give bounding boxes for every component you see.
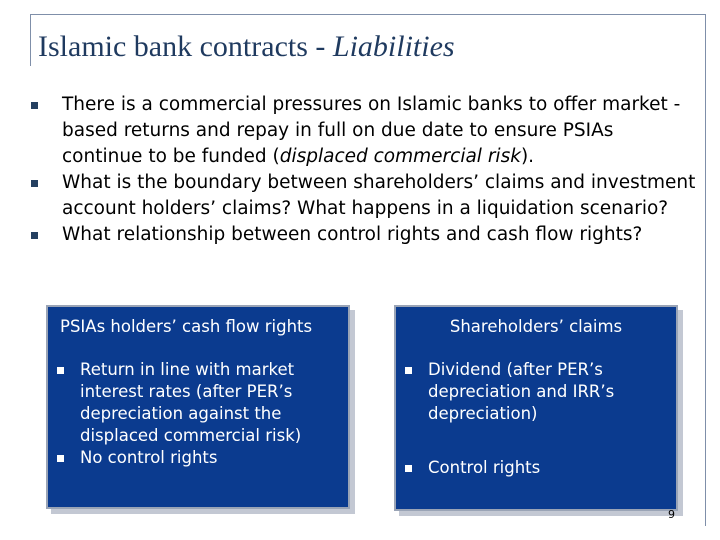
box-bullet-list: [396, 359, 671, 479]
bullet-text: What relationship between control rights and cash flow rights?: [62, 224, 643, 245]
main-bullet-list: [28, 92, 698, 248]
box-bullet-list: [48, 359, 338, 469]
bullet-text-end: ).: [520, 146, 535, 167]
bullet-square-icon: [31, 180, 38, 187]
box-item-text: Return in line with market interest rates (after PER’s depreciation against the displaced commercial risk): [80, 360, 302, 445]
box-item-text: Dividend (after PER’s depreciation and IRR’s depreciation): [428, 360, 615, 423]
bullet-square-icon: [31, 102, 38, 109]
bullet-item: [28, 92, 698, 170]
bullet-square-icon: [405, 367, 412, 374]
bullet-item: [28, 222, 698, 248]
page-number: 9: [668, 508, 675, 521]
bullet-emphasis: displaced commercial risk: [279, 146, 521, 167]
title-italic: Liabilities: [332, 30, 455, 63]
frame-top-line: [30, 14, 706, 15]
frame-left-line: [30, 14, 31, 66]
bullet-square-icon: [31, 232, 38, 239]
box-title: PSIAs holders’ cash flow rights: [60, 317, 313, 336]
bullet-item: [28, 170, 698, 222]
box-item-text: No control rights: [80, 448, 218, 467]
bullet-square-icon: [405, 465, 412, 472]
box-list-item: [396, 457, 671, 479]
bullet-text: What is the boundary between shareholders’ claims and investment account holders’ claims? What happens in a liquidation scenario?: [62, 172, 696, 219]
box-list-item: [396, 359, 671, 425]
bullet-text: There is a commercial pressures on Islamic banks to offer market -based returns and repay in full on due date to ensure PSIAs continue to be funded (: [62, 94, 681, 167]
psia-cash-flow-rights-box: [46, 305, 350, 509]
bullet-square-icon: [57, 455, 64, 462]
box-item-text: Control rights: [428, 458, 541, 477]
box-list-item: [48, 447, 338, 469]
bullet-square-icon: [57, 367, 64, 374]
frame-right-line: [705, 14, 706, 526]
slide-title: [38, 30, 455, 64]
box-title: Shareholders’ claims: [449, 317, 623, 336]
box-list-item: [48, 359, 338, 447]
title-main: Islamic bank contracts -: [38, 30, 333, 63]
shareholders-claims-box: [394, 305, 678, 511]
